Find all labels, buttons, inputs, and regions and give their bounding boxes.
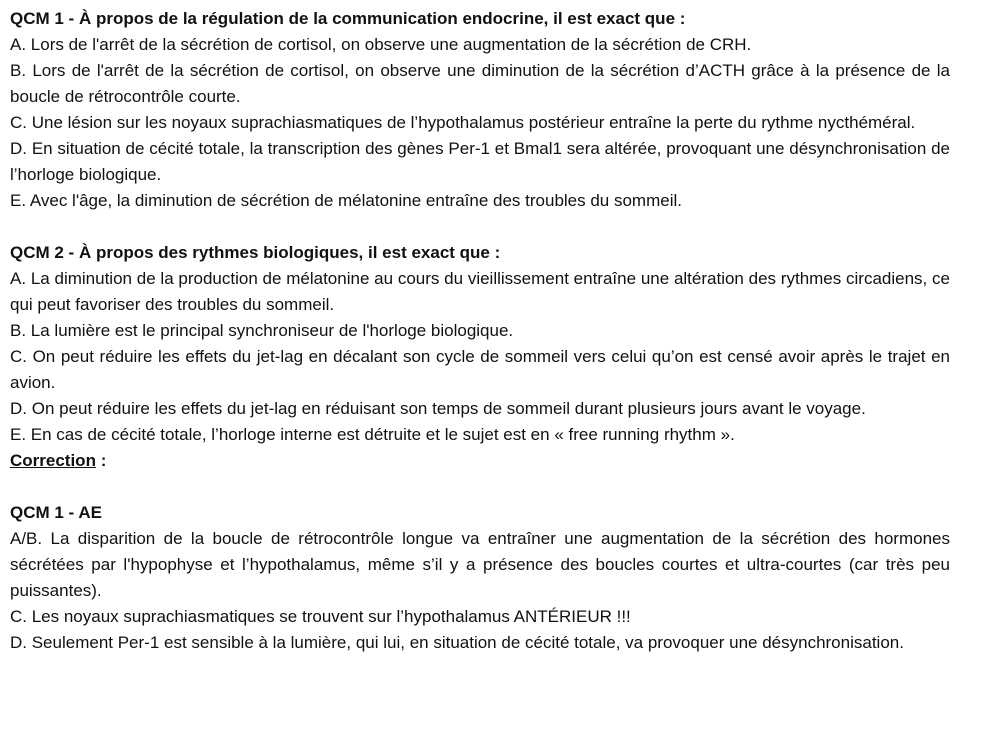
qcm2-option-c: C. On peut réduire les effets du jet-lag en décalant son cycle de sommeil vers celui qu’on est censé avoir après le trajet en avion. — [10, 347, 950, 392]
qcm1-section — [10, 6, 950, 214]
qcm1-option-b: B. Lors de l'arrêt de la sécrétion de cortisol, on observe une diminution de la sécrétion d’ACTH grâce à la présence de la boucle de rétrocontrôle courte. — [10, 61, 950, 106]
qcm2-option-e: E. En cas de cécité totale, l’horloge interne est détruite et le sujet est en « free running rhythm ». — [10, 425, 735, 444]
qcm1-option-a: A. Lors de l'arrêt de la sécrétion de cortisol, on observe une augmentation de la sécrétion de CRH. — [10, 35, 752, 54]
correction-suffix: : — [95, 451, 107, 470]
correction-item-d: D. Seulement Per-1 est sensible à la lumière, qui lui, en situation de cécité totale, va provoquer une désynchronisation. — [10, 633, 904, 652]
correction-qcm1-title: QCM 1 - AE — [10, 503, 102, 522]
correction-item-c: C. Les noyaux suprachiasmatiques se trouvent sur l’hypothalamus ANTÉRIEUR !!! — [10, 607, 631, 626]
qcm2-option-b: B. La lumière est le principal synchroniseur de l'horloge biologique. — [10, 321, 514, 340]
spacer — [10, 474, 950, 500]
qcm2-title: QCM 2 - À propos des rythmes biologiques, il est exact que : — [10, 243, 501, 262]
qcm2-option-a: A. La diminution de la production de mélatonine au cours du vieillissement entraîne une altération des rythmes circadiens, ce qui peut favoriser des troubles du sommeil. — [10, 269, 950, 314]
correction-section — [10, 500, 950, 656]
qcm1-title: QCM 1 - À propos de la régulation de la communication endocrine, il est exact que : — [10, 9, 686, 28]
qcm2-section — [10, 240, 950, 474]
qcm1-option-e: E. Avec l'âge, la diminution de sécrétion de mélatonine entraîne des troubles du sommeil. — [10, 191, 682, 210]
qcm2-option-d: D. On peut réduire les effets du jet-lag en réduisant son temps de sommeil durant plusieurs jours avant le voyage. — [10, 399, 866, 418]
qcm1-option-d: D. En situation de cécité totale, la transcription des gènes Per-1 et Bmal1 sera altérée, provoquant une désynchronisation de l’horloge biologique. — [10, 139, 950, 184]
correction-heading — [10, 448, 950, 474]
correction-label: Correction — [10, 451, 96, 470]
correction-item-ab: A/B. La disparition de la boucle de rétrocontrôle longue va entraîner une augmentation de la sécrétion des hormones sécrétées par l'hypophyse et l’hypothalamus, même s’il y a présence des boucles courtes et ultra-courtes (car très peu puissantes). — [10, 529, 950, 600]
spacer — [10, 214, 950, 240]
qcm1-option-c: C. Une lésion sur les noyaux suprachiasmatiques de l’hypothalamus postérieur entraîne la perte du rythme nycthéméral. — [10, 113, 916, 132]
